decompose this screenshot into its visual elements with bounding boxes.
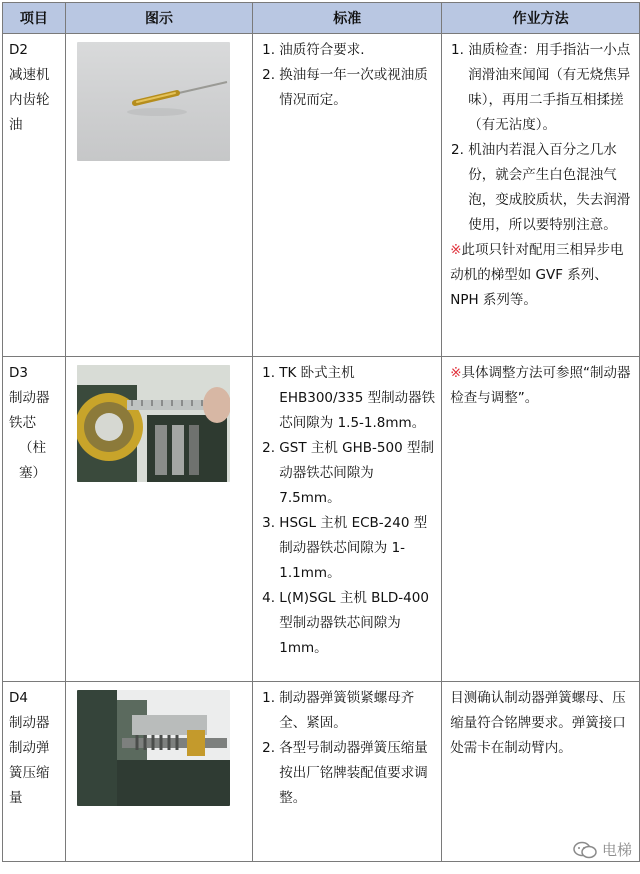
method-list [450,38,631,238]
watermark-text: 电梯 [601,841,632,859]
item-name-line: 铁芯 [9,415,36,431]
table-row [3,357,640,682]
standard-cell [253,357,442,682]
item-name-line: 制动弹 [9,740,50,756]
list-item: 4. L(M)SGL 主机 BLD-400 型制动器铁芯间隙为 1mm。 [279,586,435,661]
brake-spring-photo [77,690,230,806]
item-cell [3,357,66,682]
list-item: 2. GST 主机 GHB-500 型制动器铁芯间隙为 7.5mm。 [279,436,435,511]
list-item: 1. 油质检查：用手指沾一小点润滑油来闻闻（有无烧焦异味），再用二手指互相揉搓（有无沾度）。 [468,38,631,138]
standard-cell [253,34,442,357]
list-item: 1. 油质符合要求. [279,38,435,63]
list-item: 1. 制动器弹簧锁紧螺母齐全、紧固。 [279,686,435,736]
table-row [3,682,640,862]
item-name-line: 制动器 [9,390,50,406]
item-name-line: 簧压缩 [9,765,50,781]
header-standard: 标准 [253,3,442,34]
header-image: 图示 [65,3,253,34]
list-item: 2. 机油内若混入百分之几水份，就会产生白色混浊气泡，变成胶质状，失去润滑使用，所以要特别注意。 [468,138,631,238]
standard-list [261,38,435,113]
note-mark: ※ [450,365,462,381]
wechat-icon [572,841,598,859]
standard-list [261,686,435,811]
item-name-line: 量 [9,790,23,806]
item-name-line: 制动器 [9,715,50,731]
watermark [572,839,632,860]
note-text: 具体调整方法可参照“制动器检查与调整”。 [450,365,631,406]
image-cell [65,357,253,682]
list-item: 2. 换油每一年一次或视油质情况而定。 [279,63,435,113]
image-cell [65,34,253,357]
list-item: 3. HSGL 主机 ECB-240 型制动器铁芯间隙为 1-1.1mm。 [279,511,435,586]
standard-list [261,361,435,661]
table-row [3,34,640,357]
header-method: 作业方法 [442,3,640,34]
note [450,361,631,411]
header-row [3,3,640,34]
method-cell [442,682,640,862]
note [450,238,631,313]
item-cell [3,682,66,862]
item-code: D3 [9,365,28,381]
maintenance-table [2,2,640,862]
item-name-line: 内齿轮 [9,92,50,108]
method-text: 目测确认制动器弹簧螺母、压缩量符合铭牌要求。弹簧接口处需卡在制动臂内。 [450,690,626,756]
list-item: 1. TK 卧式主机 EHB300/335 型制动器铁芯间隙为 1.5-1.8mm。 [279,361,435,436]
header-item: 项目 [3,3,66,34]
method-cell [442,357,640,682]
item-name-line: 塞） [19,465,46,481]
standard-cell [253,682,442,862]
oil-dipstick-photo [77,42,230,161]
image-cell [65,682,253,862]
list-item: 2. 各型号制动器弹簧压缩量按出厂铭牌装配值要求调整。 [279,736,435,811]
note-text: 此项只针对配用三相异步电动机的梯型如 GVF 系列、NPH 系列等。 [450,242,624,308]
brake-core-gap-photo [77,365,230,482]
item-code: D2 [9,42,28,58]
item-name-line: （柱 [19,440,46,456]
item-code: D4 [9,690,28,706]
item-name-line: 油 [9,117,23,133]
note-mark: ※ [450,242,462,258]
item-name-line: 减速机 [9,67,50,83]
method-cell [442,34,640,357]
item-cell [3,34,66,357]
